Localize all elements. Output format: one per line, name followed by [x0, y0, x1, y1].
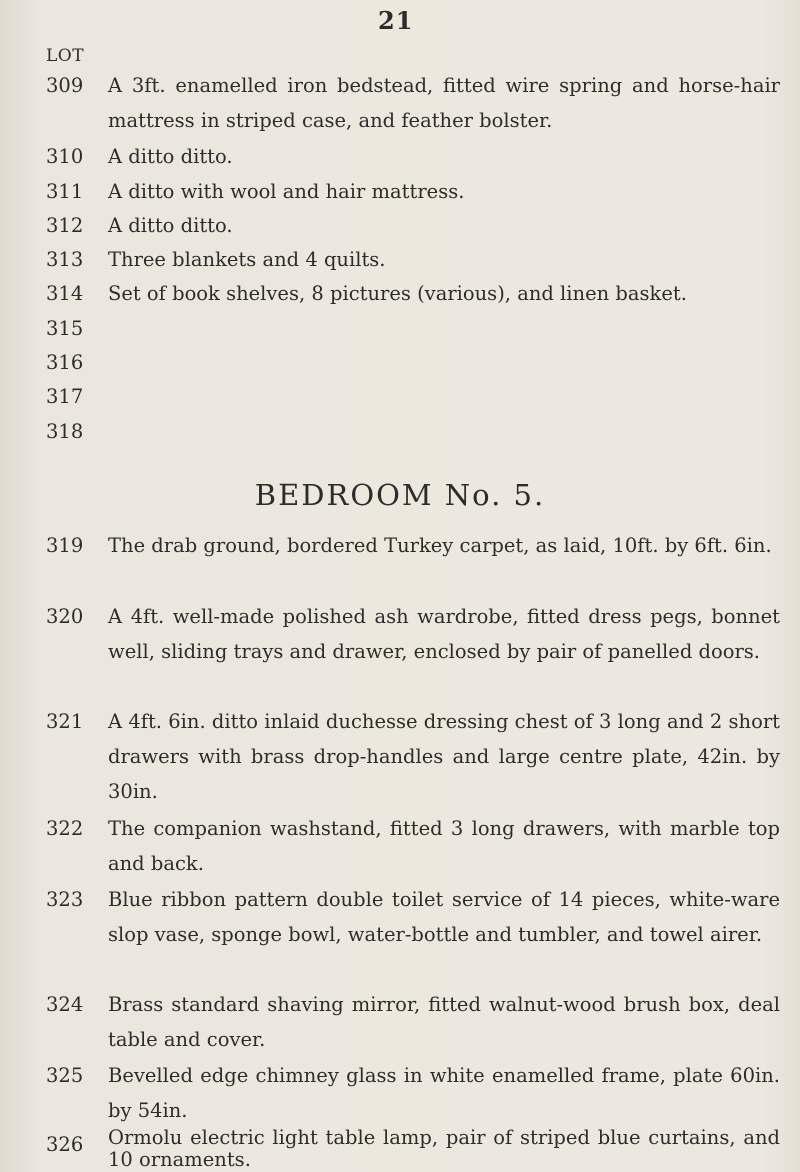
- lot-description: A 4ft. 6in. ditto inlaid duchesse dressing chest of 3 long and 2 short drawers with brass drop-handles and large centre plate, 42in. by 30in.: [108, 710, 780, 803]
- lot-entry: [46, 882, 786, 952]
- lot-number: 312: [46, 214, 84, 237]
- lot-number: 322: [46, 817, 84, 840]
- lot-description: A 4ft. well-made polished ash wardrobe, fitted dress pegs, bonnet well, sliding trays and drawer, enclosed by pair of panelled doors.: [108, 605, 780, 663]
- lot-entry: [46, 811, 786, 881]
- lot-description: The companion washstand, fitted 3 long drawers, with marble top and back.: [108, 817, 780, 875]
- lot-description: Brass standard shaving mirror, fitted walnut-wood brush box, deal table and cover.: [108, 993, 780, 1051]
- lot-description: A ditto ditto.: [108, 214, 233, 237]
- lot-description: Blue ribbon pattern double toilet service of 14 pieces, white-ware slop vase, sponge bowl, water-bottle and tumbler, and towel airer.: [108, 888, 780, 946]
- lot-number: 316: [46, 351, 84, 374]
- lot-entry: [46, 528, 786, 563]
- lot-number: 311: [46, 180, 84, 203]
- page-number: 21: [378, 6, 414, 35]
- lot-entry: [46, 599, 786, 669]
- lot-column-header: LOT: [46, 46, 85, 66]
- lot-number: 326: [46, 1133, 84, 1156]
- lot-number: 319: [46, 534, 84, 557]
- lot-description: A ditto with wool and hair mattress.: [108, 180, 465, 203]
- lot-description: Set of book shelves, 8 pictures (various), and linen basket.: [108, 282, 687, 305]
- lot-number: 315: [46, 317, 84, 340]
- section-title: BEDROOM No. 5.: [254, 478, 546, 512]
- lot-entry: [46, 139, 786, 174]
- lot-description: Bevelled edge chimney glass in white enamelled frame, plate 60in. by 54in.: [108, 1064, 780, 1122]
- lot-number: 320: [46, 605, 84, 628]
- lot-description: A ditto ditto.: [108, 145, 233, 168]
- lot-entry: [46, 174, 786, 209]
- lot-number: 314: [46, 282, 84, 305]
- lot-entry: [46, 1127, 786, 1171]
- lot-entry: [46, 276, 786, 311]
- lot-number: 313: [46, 248, 84, 271]
- lot-number: 324: [46, 993, 84, 1016]
- lot-entry: [46, 242, 786, 277]
- lot-entry: [46, 208, 786, 243]
- lot-description: Three blankets and 4 quilts.: [108, 248, 386, 271]
- lot-description: The drab ground, bordered Turkey carpet, as laid, 10ft. by 6ft. 6in.: [108, 534, 772, 557]
- lot-description: Ormolu electric light table lamp, pair of striped blue curtains, and 10 ornaments.: [108, 1126, 780, 1171]
- lot-entry: [46, 704, 786, 809]
- lot-number: 310: [46, 145, 84, 168]
- lot-number: 323: [46, 888, 84, 911]
- lot-number: 309: [46, 74, 84, 97]
- lot-number: 321: [46, 710, 84, 733]
- lot-description: A 3ft. enamelled iron bedstead, fitted wire spring and horse-hair mattress in striped case, and feather bolster.: [108, 74, 780, 132]
- lot-number: 317: [46, 385, 84, 408]
- lot-number: 325: [46, 1064, 84, 1087]
- lot-entry: [46, 987, 786, 1057]
- lot-number: 318: [46, 420, 84, 443]
- lot-entry: [46, 68, 786, 138]
- lot-entry: [46, 1058, 786, 1128]
